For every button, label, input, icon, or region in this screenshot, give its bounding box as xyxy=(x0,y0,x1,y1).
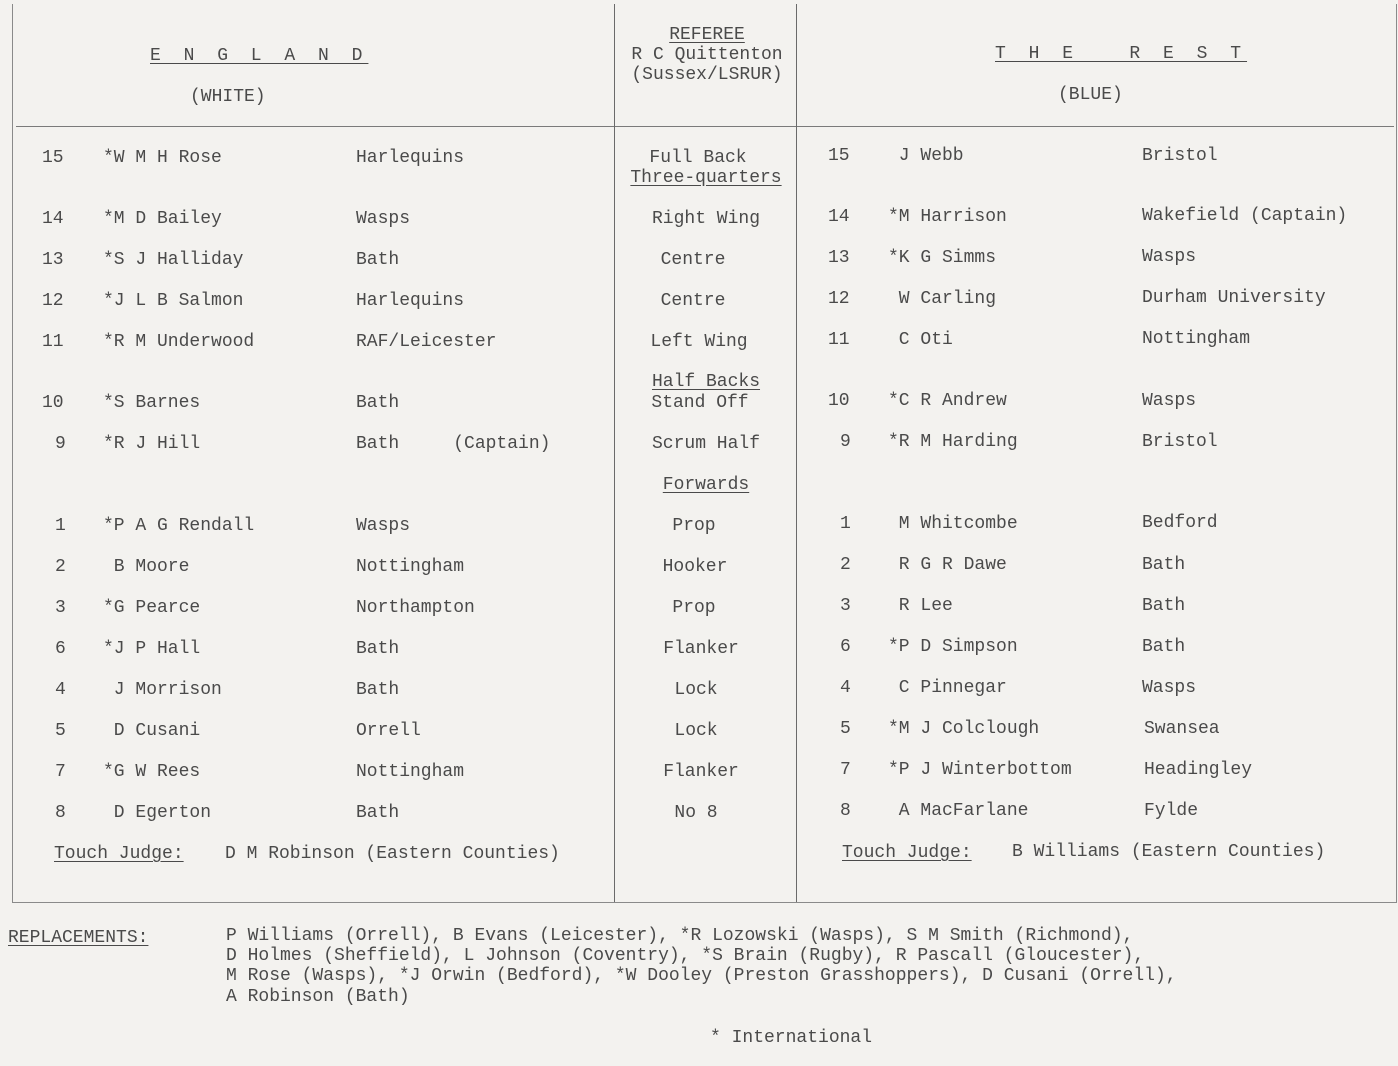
player-number: 14 xyxy=(828,207,850,227)
player-club: Wasps xyxy=(1142,678,1197,698)
position-label: Full Back xyxy=(649,148,747,168)
player-number: 11 xyxy=(42,332,64,352)
position-label: Centre xyxy=(660,291,726,311)
player-club: Harlequins xyxy=(356,148,465,168)
player-name: *G Pearce xyxy=(103,598,201,618)
player-name: *P J Winterbottom xyxy=(888,760,1072,780)
touch-judge-left: D M Robinson (Eastern Counties) xyxy=(225,844,560,864)
player-name: *P A G Rendall xyxy=(103,516,255,536)
england-title: E N G L A N D xyxy=(150,46,369,66)
player-name: C Oti xyxy=(888,330,953,350)
position-label: Flanker xyxy=(663,639,739,659)
replacements-line: M Rose (Wasps), *J Orwin (Bedford), *W Dooley (Preston Grasshoppers), D Cusani (Orrell), xyxy=(226,966,1177,986)
rest-colour: (BLUE) xyxy=(1058,85,1123,105)
replacements-label: REPLACEMENTS: xyxy=(8,928,149,948)
touch-judge-label-right: Touch Judge: xyxy=(842,843,972,863)
player-club: Bath xyxy=(1142,555,1186,575)
position-label: Centre xyxy=(660,250,726,270)
player-number: 12 xyxy=(42,291,64,311)
player-club: Swansea xyxy=(1144,719,1220,739)
position-group-heading: Half Backs xyxy=(651,372,761,392)
position-label: Lock xyxy=(674,680,718,700)
player-club: Bath xyxy=(356,639,400,659)
player-name: *R M Underwood xyxy=(103,332,255,352)
player-name: *G W Rees xyxy=(103,762,201,782)
player-name: R Lee xyxy=(888,596,953,616)
player-club: Bedford xyxy=(1142,513,1218,533)
player-club: Bath xyxy=(1142,596,1186,616)
position-group-heading: Forwards xyxy=(662,475,750,495)
touch-judge-label-left: Touch Judge: xyxy=(54,844,184,864)
england-colour: (WHITE) xyxy=(190,87,266,107)
player-club: Bath xyxy=(1142,637,1186,657)
player-number: 1 xyxy=(55,516,66,536)
player-club: Durham University xyxy=(1142,288,1326,308)
player-number: 2 xyxy=(840,555,851,575)
position-label: Right Wing xyxy=(651,209,761,229)
player-club: Bath xyxy=(356,393,400,413)
player-name: D Cusani xyxy=(103,721,201,741)
referee-society: (Sussex/LSRUR) xyxy=(631,65,783,85)
player-number: 8 xyxy=(840,801,851,821)
player-number: 3 xyxy=(55,598,66,618)
player-number: 9 xyxy=(840,432,851,452)
player-club: Harlequins xyxy=(356,291,465,311)
player-club: RAF/Leicester xyxy=(356,332,497,352)
player-name: *M D Bailey xyxy=(103,209,222,229)
position-label: No 8 xyxy=(674,803,718,823)
player-club: Wasps xyxy=(356,516,411,536)
player-club: Bristol xyxy=(1142,432,1218,452)
player-name: *K G Simms xyxy=(888,248,997,268)
player-club: Nottingham xyxy=(356,557,465,577)
player-name: J Morrison xyxy=(103,680,222,700)
player-number: 14 xyxy=(42,209,64,229)
player-club: Wasps xyxy=(1142,247,1197,267)
player-name: J Webb xyxy=(888,146,964,166)
player-number: 13 xyxy=(42,250,64,270)
player-name: *W M H Rose xyxy=(103,148,222,168)
player-club: Northampton xyxy=(356,598,475,618)
player-club: Wasps xyxy=(1142,391,1197,411)
player-club: Nottingham xyxy=(356,762,465,782)
player-club: Bath xyxy=(356,803,400,823)
player-name: *J L B Salmon xyxy=(103,291,244,311)
player-name: *P D Simpson xyxy=(888,637,1018,657)
player-club: Orrell xyxy=(356,721,421,741)
position-label: Left Wing xyxy=(650,332,748,352)
player-club: Bristol xyxy=(1142,146,1218,166)
player-number: 9 xyxy=(55,434,66,454)
player-number: 8 xyxy=(55,803,66,823)
player-name: *M Harrison xyxy=(888,207,1007,227)
replacements-line: A Robinson (Bath) xyxy=(226,987,410,1007)
position-label: Flanker xyxy=(663,762,739,782)
player-name: *R M Harding xyxy=(888,432,1018,452)
header-divider xyxy=(16,126,1394,127)
player-name: B Moore xyxy=(103,557,190,577)
position-label: Prop xyxy=(672,598,716,618)
player-club: Fylde xyxy=(1144,801,1199,821)
player-name: D Egerton xyxy=(103,803,212,823)
position-label: Scrum Half xyxy=(651,434,761,454)
referee-name: R C Quittenton xyxy=(631,45,783,65)
player-number: 15 xyxy=(828,146,850,166)
player-number: 1 xyxy=(840,514,851,534)
player-number: 10 xyxy=(828,391,850,411)
player-number: 13 xyxy=(828,248,850,268)
international-footnote: * International xyxy=(710,1028,873,1048)
position-label: Stand Off xyxy=(651,393,749,413)
position-label: Lock xyxy=(674,721,718,741)
player-number: 4 xyxy=(840,678,851,698)
player-name: *M J Colclough xyxy=(888,719,1040,739)
rest-title: T H E R E S T xyxy=(995,44,1248,64)
replacements-line: D Holmes (Sheffield), L Johnson (Coventry), *S Brain (Rugby), R Pascall (Gloucester), xyxy=(226,946,1145,966)
player-name: *S J Halliday xyxy=(103,250,244,270)
position-label: Hooker xyxy=(662,557,728,577)
player-name: M Whitcombe xyxy=(888,514,1018,534)
player-name: R G R Dawe xyxy=(888,555,1007,575)
player-number: 10 xyxy=(42,393,64,413)
player-number: 4 xyxy=(55,680,66,700)
player-name: *C R Andrew xyxy=(888,391,1007,411)
player-name: *J P Hall xyxy=(103,639,201,659)
player-club: Bath xyxy=(356,250,400,270)
player-name: C Pinnegar xyxy=(888,678,1007,698)
touch-judge-right: B Williams (Eastern Counties) xyxy=(1012,842,1326,862)
player-number: 5 xyxy=(55,721,66,741)
replacements-line: P Williams (Orrell), B Evans (Leicester), *R Lozowski (Wasps), S M Smith (Richmond), xyxy=(226,926,1134,946)
player-club: Bath xyxy=(356,680,400,700)
referee-heading: REFEREE xyxy=(669,25,745,45)
player-number: 3 xyxy=(840,596,851,616)
player-club: Headingley xyxy=(1144,760,1253,780)
player-number: 5 xyxy=(840,719,851,739)
player-number: 7 xyxy=(840,760,851,780)
player-club: Bath (Captain) xyxy=(356,434,551,454)
player-club: Nottingham xyxy=(1142,329,1251,349)
column-divider-right xyxy=(796,4,797,902)
player-number: 6 xyxy=(840,637,851,657)
player-number: 15 xyxy=(42,148,64,168)
player-number: 2 xyxy=(55,557,66,577)
player-number: 6 xyxy=(55,639,66,659)
player-name: *R J Hill xyxy=(103,434,201,454)
player-name: W Carling xyxy=(888,289,997,309)
position-label: Prop xyxy=(672,516,716,536)
player-name: *S Barnes xyxy=(103,393,201,413)
player-number: 7 xyxy=(55,762,66,782)
player-number: 11 xyxy=(828,330,850,350)
player-name: A MacFarlane xyxy=(888,801,1029,821)
player-number: 12 xyxy=(828,289,850,309)
position-group-heading: Three-quarters xyxy=(630,168,782,188)
player-club: Wasps xyxy=(356,209,411,229)
player-club: Wakefield (Captain) xyxy=(1142,206,1348,226)
